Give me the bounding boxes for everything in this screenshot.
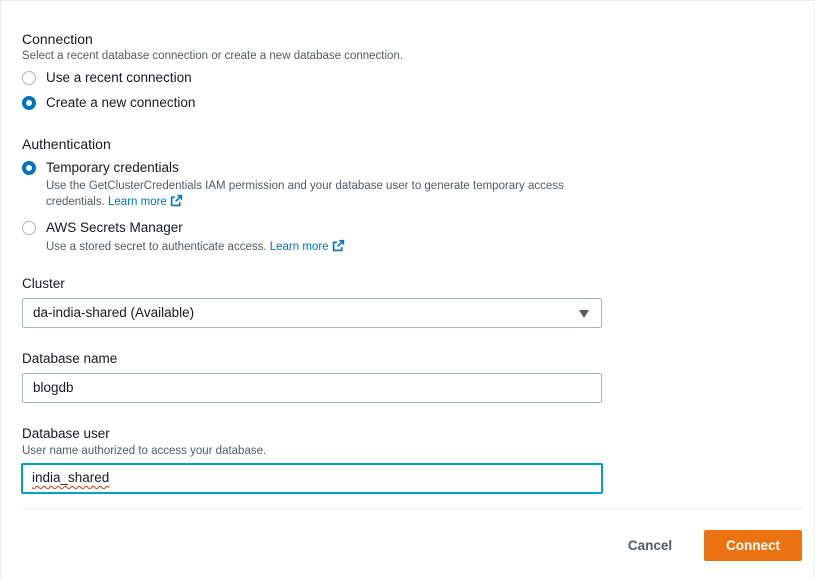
database-user-description: User name authorized to access your database. xyxy=(22,445,267,457)
database-user-value: india_shared xyxy=(32,470,110,485)
aws-secrets-manager-radio[interactable] xyxy=(22,221,36,235)
footer-divider xyxy=(21,508,802,509)
temporary-credentials-learn-more-link[interactable]: Learn more xyxy=(108,196,167,208)
temporary-credentials-description-line2: credentials. xyxy=(46,196,105,208)
create-new-connection-radio[interactable] xyxy=(22,96,36,110)
cluster-label: Cluster xyxy=(22,276,65,291)
aws-secrets-manager-description: Use a stored secret to authenticate access. xyxy=(46,241,267,253)
caret-down-icon xyxy=(579,310,589,318)
temporary-credentials-description: Use the GetClusterCredentials IAM permission and your database user to generate temporary access xyxy=(46,180,564,192)
aws-secrets-manager-description-row xyxy=(46,239,345,257)
database-name-label: Database name xyxy=(22,351,118,366)
aws-secrets-manager-label[interactable]: AWS Secrets Manager xyxy=(46,220,183,235)
connect-button[interactable]: Connect xyxy=(704,530,802,561)
database-name-value: blogdb xyxy=(33,380,74,395)
cluster-selected-value: da-india-shared (Available) xyxy=(33,305,195,320)
create-new-connection-label[interactable]: Create a new connection xyxy=(46,95,196,110)
external-link-icon[interactable] xyxy=(170,194,183,212)
cancel-button[interactable]: Cancel xyxy=(613,530,687,561)
connection-description: Select a recent database connection or create a new database connection. xyxy=(22,50,404,62)
use-recent-connection-label[interactable]: Use a recent connection xyxy=(46,70,192,85)
cluster-select[interactable] xyxy=(22,298,602,328)
database-name-input[interactable] xyxy=(22,373,602,403)
temporary-credentials-radio[interactable] xyxy=(22,161,36,175)
connection-title: Connection xyxy=(22,31,93,47)
authentication-title: Authentication xyxy=(22,136,111,152)
database-user-input[interactable] xyxy=(21,463,603,494)
temporary-credentials-description-cont xyxy=(46,194,183,212)
external-link-icon[interactable] xyxy=(332,239,345,257)
use-recent-connection-radio[interactable] xyxy=(22,71,36,85)
aws-secrets-manager-learn-more-link[interactable]: Learn more xyxy=(269,241,329,253)
temporary-credentials-label[interactable]: Temporary credentials xyxy=(46,160,179,175)
database-user-label: Database user xyxy=(22,426,110,441)
